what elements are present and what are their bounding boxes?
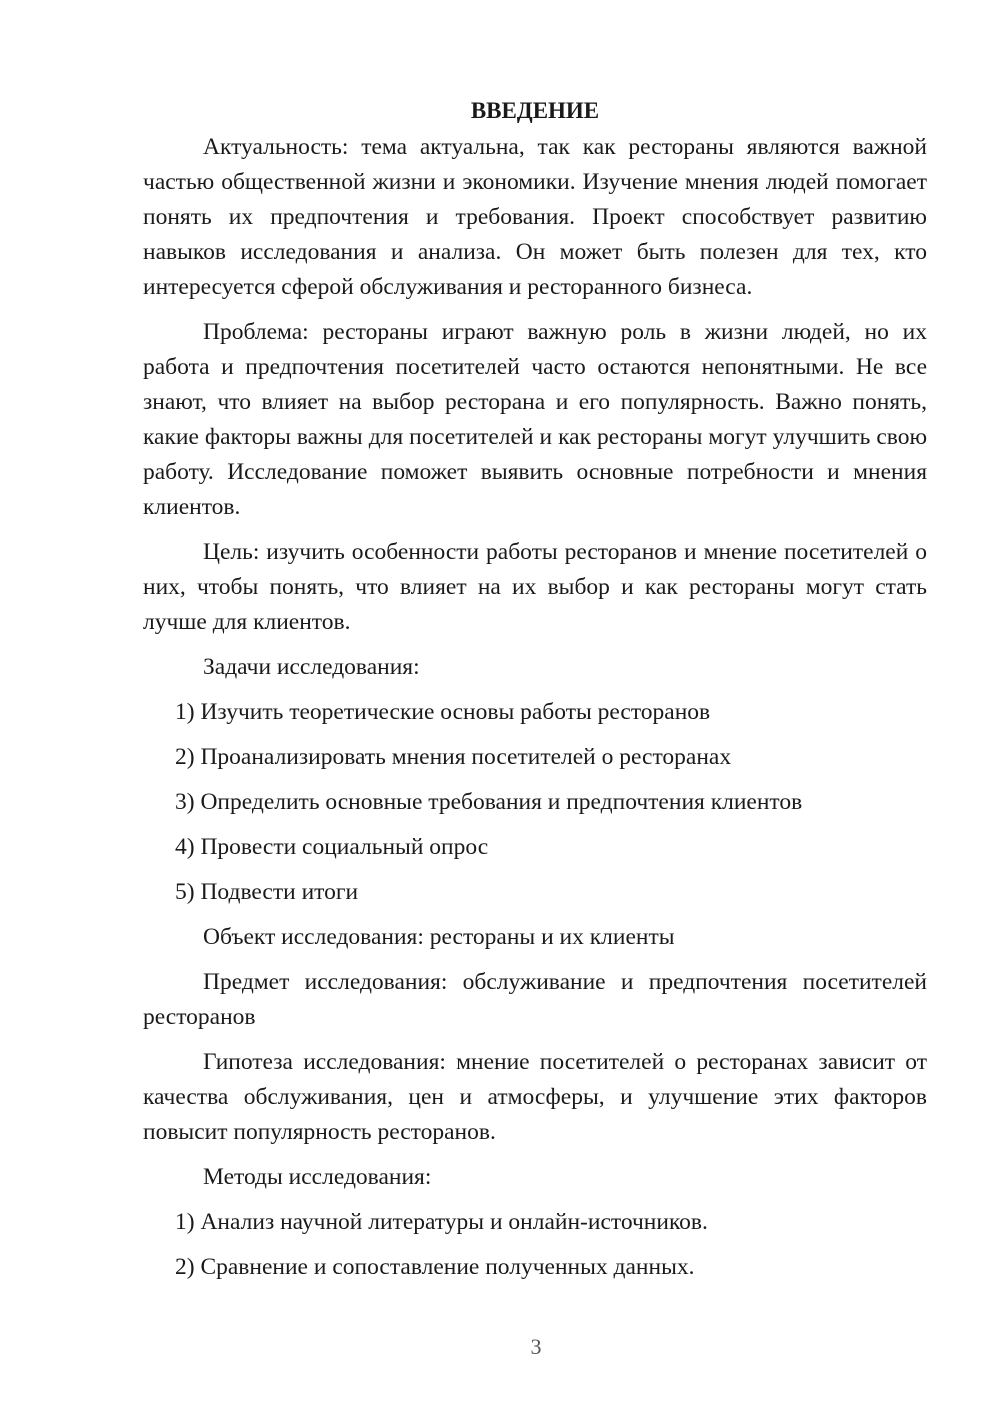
method-item-1: 1) Анализ научной литературы и онлайн-источников. — [175, 1209, 708, 1235]
page-content — [143, 96, 927, 1295]
hypothesis-paragraph: Гипотеза исследования: мнение посетителей о ресторанах зависит от качества обслуживания, цен и атмосферы, и улучшение этих факторов повысит популярность ресторанов. — [143, 1049, 927, 1145]
task-item-2: 2) Проанализировать мнения посетителей о ресторанах — [175, 744, 732, 770]
subject-paragraph: Предмет исследования: обслуживание и предпочтения посетителей ресторанов — [143, 969, 927, 1030]
tasks-heading: Задачи исследования: — [203, 654, 420, 680]
task-item-3: 3) Определить основные требования и предпочтения клиентов — [175, 789, 803, 815]
task-item-4: 4) Провести социальный опрос — [175, 834, 489, 860]
object-line: Объект исследования: рестораны и их клиенты — [203, 924, 675, 950]
method-item-2: 2) Сравнение и сопоставление полученных данных. — [175, 1254, 695, 1280]
goal-paragraph: Цель: изучить особенности работы ресторанов и мнение посетителей о них, чтобы понять, что влияет на их выбор и как рестораны могут стать лучше для клиентов. — [143, 539, 927, 635]
problem-paragraph: Проблема: рестораны играют важную роль в жизни людей, но их работа и предпочтения посетителей часто остаются непонятными. Не все знают, что влияет на выбор ресторана и его популярность. Важно понять, какие факторы важны для посетителей и как рестораны могут улучшить свою работу. Исследование поможет выявить основные потребности и мнения клиентов. — [143, 319, 927, 520]
task-item-5: 5) Подвести итоги — [175, 879, 359, 905]
relevance-paragraph: Актуальность: тема актуальна, так как рестораны являются важной частью общественной жизни и экономики. Изучение мнения людей помогает понять их предпочтения и требования. Проект способствует развитию навыков исследования и анализа. Он может быть полезен для тех, кто интересуется сферой обслуживания и ресторанного бизнеса. — [143, 134, 927, 300]
page-number: 3 — [530, 1334, 542, 1359]
page-title: ВВЕДЕНИЕ — [470, 98, 600, 123]
methods-heading: Методы исследования: — [203, 1164, 432, 1190]
task-item-1: 1) Изучить теоретические основы работы ресторанов — [175, 699, 711, 725]
